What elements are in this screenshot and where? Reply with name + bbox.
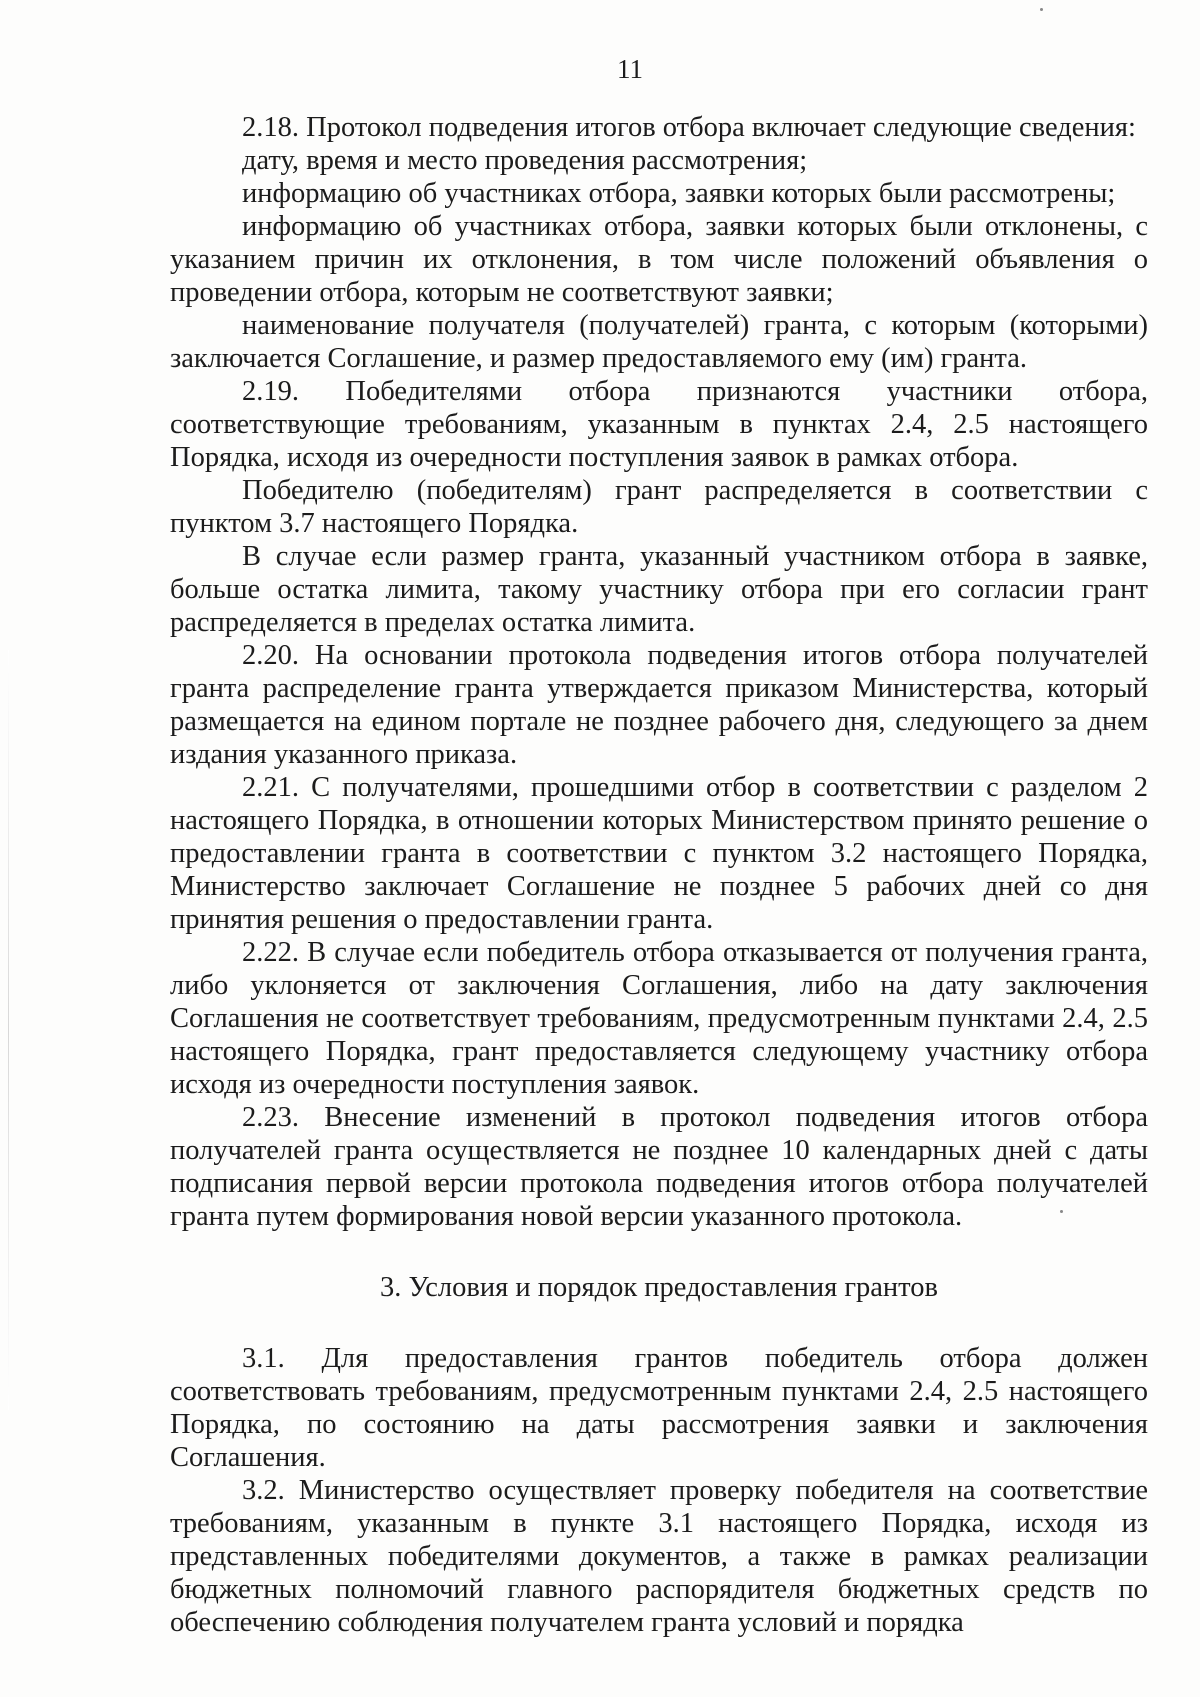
scan-edge-shadow	[8, 650, 9, 1410]
section-heading: 3. Условия и порядок предоставления грантов	[380, 1272, 938, 1303]
page-number: 11	[617, 54, 643, 84]
paragraph: 2.23. Внесение изменений в протокол подведения итогов отбора получателей гранта осуществляется не позднее 10 календарных дней с даты подписания первой версии протокола подведения итогов отбора получателей гранта путем формирования новой версии указанного протокола.	[170, 1102, 1148, 1232]
paragraph: 2.18. Протокол подведения итогов отбора включает следующие сведения:	[242, 112, 1136, 143]
paragraph: Победителю (победителям) грант распределяется в соответствии с пунктом 3.7 настоящего Порядка.	[170, 475, 1148, 539]
paragraph: 3.2. Министерство осуществляет проверку победителя на соответствие требованиям, указанным в пункте 3.1 настоящего Порядка, исходя из представленных победителями документов, а также в рамках реализации бюджетных полномочий главного распорядителя бюджетных средств по обеспечению соблюдения получателем гранта условий и порядка	[170, 1475, 1148, 1638]
paragraph: В случае если размер гранта, указанный участником отбора в заявке, больше остатка лимита, такому участнику отбора при его согласии грант распределяется в пределах остатка лимита.	[170, 541, 1148, 638]
document-body	[170, 111, 1148, 1639]
paragraph: дату, время и место проведения рассмотрения;	[242, 145, 808, 176]
paragraph: 2.20. На основании протокола подведения итогов отбора получателей гранта распределение гранта утверждается приказом Министерства, который размещается на едином портале не позднее рабочего дня, следующего за днем издания указанного приказа.	[170, 640, 1148, 770]
paragraph: информацию об участниках отбора, заявки которых были рассмотрены;	[242, 178, 1116, 209]
paragraph: 2.22. В случае если победитель отбора отказывается от получения гранта, либо уклоняется от заключения Соглашения, либо на дату заключения Соглашения не соответствует требованиям, предусмотренным пунктами 2.4, 2.5 настоящего Порядка, грант предоставляется следующему участнику отбора исходя из очередности поступления заявок.	[170, 937, 1148, 1100]
scan-speck	[1040, 8, 1043, 11]
paragraph: наименование получателя (получателей) гранта, с которым (которыми) заключается Соглашение, и размер предоставляемого ему (им) гранта.	[170, 310, 1148, 374]
paragraph: 2.19. Победителями отбора признаются участники отбора, соответствующие требованиям, указанным в пунктах 2.4, 2.5 настоящего Порядка, исходя из очередности поступления заявок в рамках отбора.	[170, 376, 1148, 473]
paragraph: 3.1. Для предоставления грантов победитель отбора должен соответствовать требованиям, предусмотренным пунктами 2.4, 2.5 настоящего Порядка, по состоянию на даты рассмотрения заявки и заключения Соглашения.	[170, 1343, 1148, 1473]
paragraph: 2.21. С получателями, прошедшими отбор в соответствии с разделом 2 настоящего Порядка, в отношении которых Министерством принято решение о предоставлении гранта в соответствии с пунктом 3.2 настоящего Порядка, Министерство заключает Соглашение не позднее 5 рабочих дней со дня принятия решения о предоставлении гранта.	[170, 772, 1148, 935]
paragraph: информацию об участниках отбора, заявки которых были отклонены, с указанием причин их отклонения, в том числе положений объявления о проведении отбора, которым не соответствуют заявки;	[170, 211, 1148, 308]
